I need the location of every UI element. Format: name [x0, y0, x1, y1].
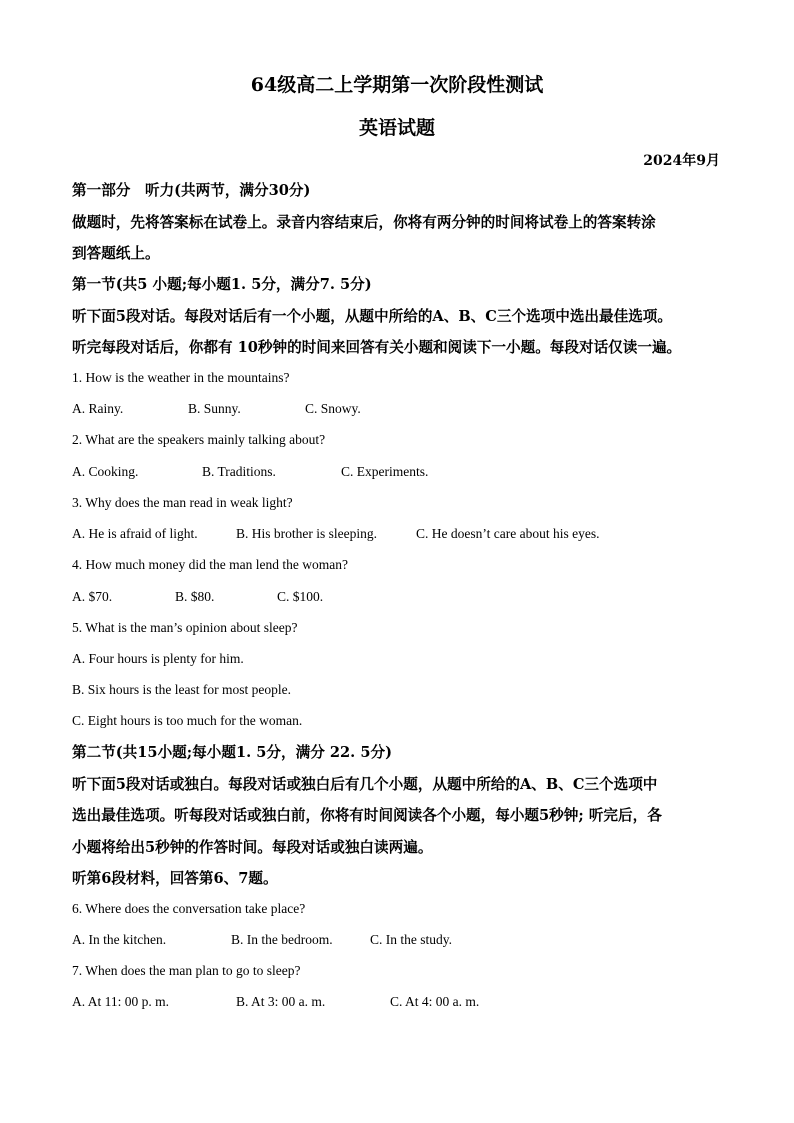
- question-4-option-b: B. $80.: [175, 589, 215, 604]
- question-7-text: 7. When does the man plan to go to sleep?: [72, 963, 301, 978]
- question-3-option-a: A. He is afraid of light.: [72, 526, 198, 541]
- exam-title: 64级高二上学期第一次阶段性测试: [250, 74, 544, 96]
- question-6-option-c: C. In the study.: [370, 932, 452, 947]
- question-5-option-c: C. Eight hours is too much for the woman.: [72, 713, 303, 728]
- section2-instruction-line2: 选出最佳选项。听每段对话或独白前，你将有时间阅读各个小题，每小题5秒钟; 听完后，各: [72, 807, 662, 824]
- question-1-text: 1. How is the weather in the mountains?: [72, 370, 290, 385]
- question-2-option-c: C. Experiments.: [341, 464, 429, 479]
- question-4-option-c: C. $100.: [277, 589, 324, 604]
- question-5-text: 5. What is the man’s opinion about sleep?: [72, 620, 298, 635]
- question-4-text: 4. How much money did the man lend the woman?: [72, 557, 348, 572]
- question-6-option-a: A. In the kitchen.: [72, 932, 167, 947]
- section2-heading: 第二节(共15小题;每小题1. 5分，满分 22. 5分): [72, 744, 392, 761]
- exam-date: 2024年9月: [643, 153, 720, 169]
- section2-instruction-line3: 小题将给出5秒钟的作答时间。每段对话或独白读两遍。: [72, 839, 433, 856]
- question-2-option-a: A. Cooking.: [72, 464, 139, 479]
- question-1-option-b: B. Sunny.: [188, 401, 241, 416]
- question-1-option-a: A. Rainy.: [72, 401, 124, 416]
- part1-intro-line1: 做题时，先将答案标在试卷上。录音内容结束后，你将有两分钟的时间将试卷上的答案转涂: [72, 214, 656, 231]
- section2-instruction-line1: 听下面5段对话或独白。每段对话或独白后有几个小题，从题中所给的A、B、C三个选项中: [72, 776, 658, 793]
- section1-heading: 第一节(共5 小题;每小题1. 5分，满分7. 5分): [72, 276, 372, 293]
- question-3-text: 3. Why does the man read in weak light?: [72, 495, 293, 510]
- section1-instruction-line2: 听完每段对话后，你都有 10秒钟的时间来回答有关小题和阅读下一小题。每段对话仅读一遍。: [72, 339, 682, 356]
- question-5-option-a: A. Four hours is plenty for him.: [72, 651, 244, 666]
- exam-subtitle: 英语试题: [358, 117, 435, 139]
- part1-intro-line2: 到答题纸上。: [72, 245, 160, 262]
- question-4-option-a: A. $70.: [72, 589, 113, 604]
- part1-heading: 第一部分 听力(共两节，满分30分): [72, 182, 311, 199]
- question-1-option-c: C. Snowy.: [305, 401, 361, 416]
- section1-instruction-line1: 听下面5段对话。每段对话后有一个小题，从题中所给的A、B、C三个选项中选出最佳选项。: [72, 308, 672, 325]
- question-6-text: 6. Where does the conversation take place?: [72, 901, 306, 916]
- question-7-option-b: B. At 3: 00 a. m.: [236, 994, 326, 1009]
- question-7-option-a: A. At 11: 00 p. m.: [72, 994, 170, 1009]
- material-6-heading: 听第6段材料，回答第6、7题。: [72, 870, 278, 887]
- question-2-text: 2. What are the speakers mainly talking about?: [72, 432, 326, 447]
- question-7-option-c: C. At 4: 00 a. m.: [390, 994, 480, 1009]
- question-6-option-b: B. In the bedroom.: [231, 932, 333, 947]
- question-3-option-c: C. He doesn’t care about his eyes.: [416, 526, 600, 541]
- question-3-option-b: B. His brother is sleeping.: [236, 526, 377, 541]
- question-5-option-b: B. Six hours is the least for most people.: [72, 682, 291, 697]
- question-2-option-b: B. Traditions.: [202, 464, 276, 479]
